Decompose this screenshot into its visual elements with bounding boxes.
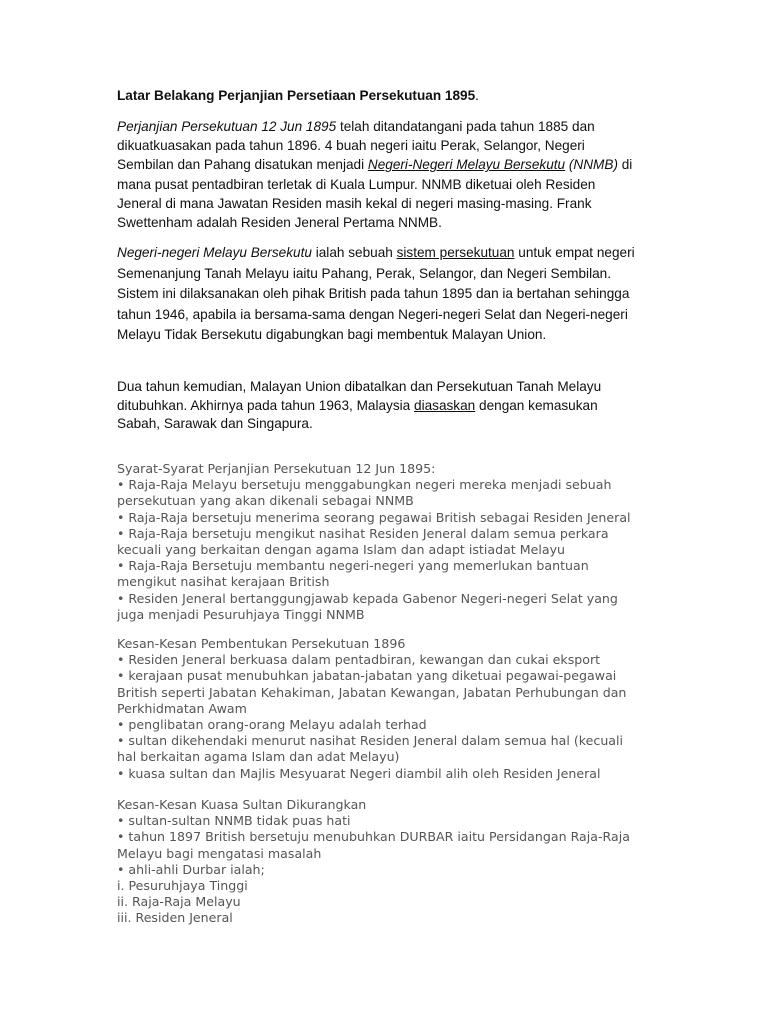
list-line: • Residen Jeneral bertanggungjawab kepada Gabenor Negeri-negeri Selat yang xyxy=(117,590,618,606)
list-line: hal berkaitan agama Islam dan adat Melayu) xyxy=(117,749,400,765)
list-line: kecuali yang berkaitan dengan agama Islam dan adapt istiadat Melayu xyxy=(117,542,566,558)
paragraph-definition xyxy=(117,243,637,346)
list-line: • kerajaan pusat menubuhkan jabatan-jabatan yang diketuai pegawai-pegawai xyxy=(117,668,617,684)
link-sistem-persekutuan[interactable]: sistem persekutuan xyxy=(396,245,515,260)
section-heading: Kesan-Kesan Kuasa Sultan Dikurangkan xyxy=(117,797,367,812)
list-line: • kuasa sultan dan Majlis Mesyuarat Negeri diambil alih oleh Residen Jeneral xyxy=(117,765,601,781)
section-heading: Kesan-Kesan Pembentukan Persekutuan 1896 xyxy=(117,636,406,651)
paragraph-aftermath xyxy=(117,378,637,434)
paragraph-text: ialah sebuah xyxy=(311,245,397,260)
list-line: Melayu bagi mengatasi masalah xyxy=(117,845,322,861)
list-line: • Raja-Raja Melayu bersetuju menggabungkan negeri mereka menjadi sebuah xyxy=(117,477,612,493)
list-line: • sultan dikehendaki menurut nasihat Residen Jeneral dalam semua hal (kecuali xyxy=(117,733,624,749)
paragraph-text: dengan kemasukan Sabah, Sarawak dan Singapura. xyxy=(117,397,598,432)
list-line: British seperti Jabatan Kehakiman, Jabatan Kewangan, Jabatan Perhubungan dan xyxy=(117,684,627,700)
list-line: • Raja-Raja bersetuju menerima seorang pegawai British sebagai Residen Jeneral xyxy=(117,509,631,525)
link-nnmb[interactable]: Negeri-Negeri Melayu Bersekutu xyxy=(367,157,566,173)
italic-fms-name: Negeri-negeri Melayu Bersekutu xyxy=(117,245,312,260)
list-line: • Raja-Raja bersetuju mengikut nasihat Residen Jeneral dalam semua perkara xyxy=(117,525,609,541)
list-line: ii. Raja-Raja Melayu xyxy=(117,894,241,910)
list-line: • Residen Jeneral berkuasa dalam pentadbiran, kewangan dan cukai eksport xyxy=(117,652,601,668)
title-period: . xyxy=(475,88,479,103)
list-line: juga menjadi Pesuruhjaya Tinggi NNMB xyxy=(117,606,365,622)
list-line: Perkhidmatan Awam xyxy=(117,700,247,716)
italic-nnmb-abbrev: (NNMB) xyxy=(565,157,618,173)
list-line: • Raja-Raja Bersetuju membantu negeri-negeri yang memerlukan bantuan xyxy=(117,558,589,574)
link-diasaskan[interactable]: diasaskan xyxy=(414,397,476,413)
list-line: • penglibatan orang-orang Melayu adalah terhad xyxy=(117,717,427,733)
paragraph-text: di mana pusat pentadbiran terletak di Kuala Lumpur. NNMB diketuai oleh Residen Jeneral di mana Jawatan Residen masih kekal di negeri masing-masing. Frank Swettenham adalah Residen Jeneral Pertama NNMB. xyxy=(117,157,633,231)
list-line: • ahli-ahli Durbar ialah; xyxy=(117,861,265,877)
list-line: • tahun 1897 British bersetuju menubuhkan DURBAR iaitu Persidangan Raja-Raja xyxy=(117,829,630,845)
section-sultan-power xyxy=(117,797,657,927)
title-text: Latar Belakang Perjanjian Persetiaan Persekutuan 1895 xyxy=(117,88,476,103)
paragraph-text: telah ditandatangani pada tahun 1885 dan dikuatkuasakan pada tahun 1896. 4 buah negeri iaitu Perak, Selangor, Negeri Sembilan dan Pahang disatukan menjadi xyxy=(117,119,595,173)
list-line: iii. Residen Jeneral xyxy=(117,910,233,926)
section-heading: Syarat-Syarat Perjanjian Persekutuan 12 Jun 1895: xyxy=(117,461,436,476)
document-title xyxy=(117,88,479,103)
list-line: i. Pesuruhjaya Tinggi xyxy=(117,878,248,894)
section-treaty-terms xyxy=(117,461,657,623)
paragraph-text: Dua tahun kemudian, Malayan Union dibatalkan dan Persekutuan Tanah Melayu ditubuhkan. Akhirnya pada tahun 1963, Malaysia xyxy=(117,379,602,413)
list-line: persekutuan yang akan dikenali sebagai NNMB xyxy=(117,493,414,509)
section-effects-formation xyxy=(117,636,657,782)
paragraph-intro xyxy=(117,117,637,232)
list-line: mengikut nasihat kerajaan British xyxy=(117,574,330,590)
italic-treaty-name: Perjanjian Persekutuan 12 Jun 1895 xyxy=(117,119,337,134)
list-line: • sultan-sultan NNMB tidak puas hati xyxy=(117,813,351,829)
paragraph-text: untuk empat negeri Semenanjung Tanah Melayu iaitu Pahang, Perak, Selangor, dan Negeri Sembilan. Sistem ini dilaksanakan oleh pihak British pada tahun 1895 dan ia bertahan sehingga tahun 1946, apabila ia bersama-sama dengan Negeri-negeri Selat dan Negeri-negeri Melayu Tidak Bersekutu digabungkan bagi membentuk Malayan Union. xyxy=(117,245,635,343)
